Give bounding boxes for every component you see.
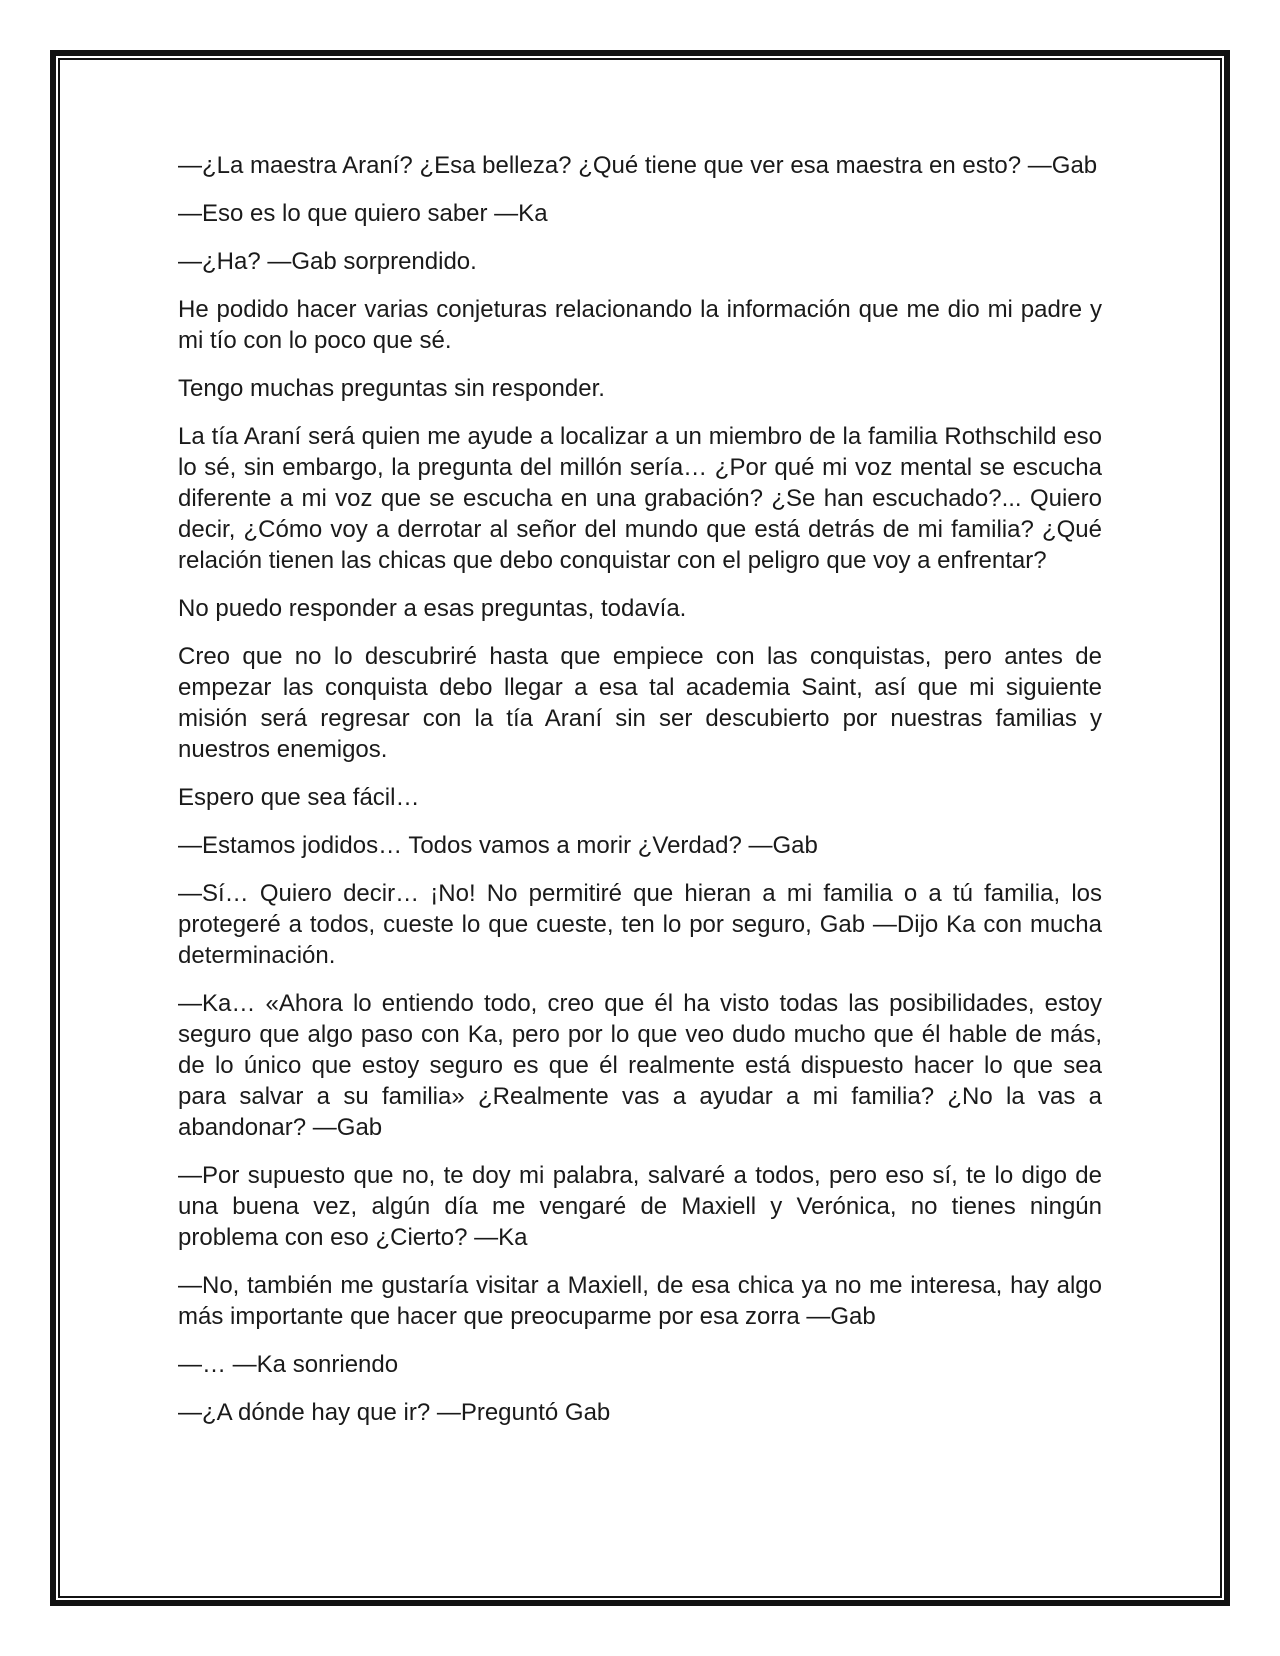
- paragraph: —¿Ha? —Gab sorprendido.: [178, 248, 477, 275]
- paragraph: —Sí… Quiero decir… ¡No! No permitiré que hieran a mi familia o a tú familia, los protegeré a todos, cueste lo que cueste, ten lo por seguro, Gab —Dijo Ka con mucha determinación.: [178, 880, 1102, 969]
- paragraph: —Eso es lo que quiero saber —Ka: [178, 200, 548, 227]
- paragraph: No puedo responder a esas preguntas, todavía.: [178, 595, 687, 622]
- paragraph: —… —Ka sonriendo: [178, 1351, 399, 1378]
- paragraph: Espero que sea fácil…: [178, 784, 420, 811]
- paragraph: Creo que no lo descubriré hasta que empiece con las conquistas, pero antes de empezar las conquista debo llegar a esa tal academia Saint, así que mi siguiente misión será regresar con la tía Araní sin ser descubierto por nuestras familias y nuestros enemigos.: [178, 643, 1102, 763]
- page-body: [178, 150, 1102, 1445]
- paragraph: La tía Araní será quien me ayude a localizar a un miembro de la familia Rothschild eso lo sé, sin embargo, la pregunta del millón sería… ¿Por qué mi voz mental se escucha diferente a mi voz que se escucha en una grabación? ¿Se han escuchado?... Quiero decir, ¿Cómo voy a derrotar al señor del mundo que está detrás de mi familia? ¿Qué relación tienen las chicas que debo conquistar con el peligro que voy a enfrentar?: [178, 423, 1102, 574]
- paragraph: —¿A dónde hay que ir? —Preguntó Gab: [178, 1399, 611, 1426]
- paragraph: Tengo muchas preguntas sin responder.: [178, 375, 605, 402]
- paragraph: He podido hacer varias conjeturas relacionando la información que me dio mi padre y mi tío con lo poco que sé.: [178, 296, 1102, 354]
- paragraph: —Ka… «Ahora lo entiendo todo, creo que él ha visto todas las posibilidades, estoy seguro que algo paso con Ka, pero por lo que veo dudo mucho que él hable de más, de lo único que estoy seguro es que él realmente está dispuesto hacer lo que sea para salvar a su familia» ¿Realmente vas a ayudar a mi familia? ¿No la vas a abandonar? —Gab: [178, 990, 1102, 1141]
- paragraph: —No, también me gustaría visitar a Maxiell, de esa chica ya no me interesa, hay algo más importante que hacer que preocuparme por esa zorra —Gab: [178, 1272, 1102, 1330]
- paragraph: —Estamos jodidos… Todos vamos a morir ¿Verdad? —Gab: [178, 832, 818, 859]
- paragraph: —¿La maestra Araní? ¿Esa belleza? ¿Qué tiene que ver esa maestra en esto? —Gab: [178, 152, 1098, 179]
- paragraph: —Por supuesto que no, te doy mi palabra, salvaré a todos, pero eso sí, te lo digo de una buena vez, algún día me vengaré de Maxiell y Verónica, no tienes ningún problema con eso ¿Cierto? —Ka: [178, 1162, 1102, 1251]
